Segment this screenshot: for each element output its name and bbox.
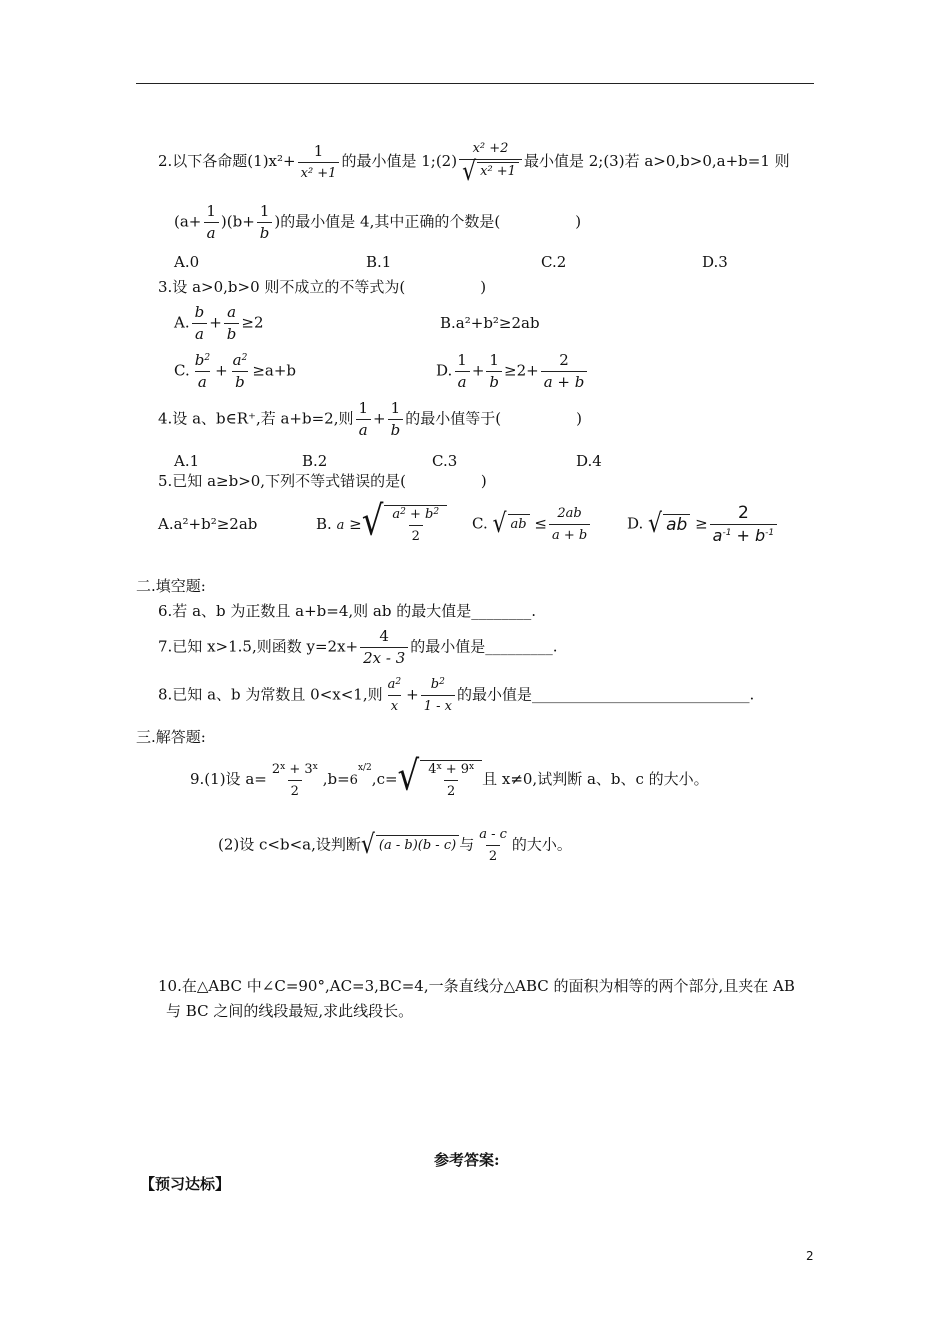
q3-option-b: B.a²+b²≥2ab <box>440 314 540 332</box>
section-answer-title: 三.解答题: <box>136 728 206 746</box>
q10-line2: 与 BC 之间的线段最短,求此线段长。 <box>166 1002 414 1020</box>
q4-option-d: D.4 <box>576 452 602 470</box>
q6: 6.若 a、b 为正数且 a+b=4,则 ab 的最大值是________. <box>158 602 537 620</box>
q10-line1: 10.在△ABC 中∠C=90°,AC=3,BC=4,一条直线分△ABC 的面积为相等的两个部分,且夹在 AB <box>158 977 795 995</box>
q5-option-d: D. √ ab ≥ $\frac{2}{a^{-1} + b^{-1}}$ <box>627 505 779 544</box>
q5-option-c: C. √ ab ≤ $\frac{2ab}{a + b}$ <box>472 505 592 544</box>
q2-line2: (a+ $\frac{1}{a}$ )(b+ $\frac{1}{b}$ )的最小值是 4,其中正确的个数是( ) <box>174 202 582 242</box>
q2-line1: 2.以下各命题(1)x²+ $\frac{1}{\text{x² +1}}$ 的最小值是 1;(2) x² +2 √ x² +1 最小值是 2;(3)若 a>0,b>0,a+b=1 则 <box>158 141 790 188</box>
q3-stem: 3.设 a>0,b>0 则不成立的不等式为( ) <box>158 278 487 296</box>
q2-option-a: A.0 <box>174 253 200 271</box>
q3-option-c: C. $\frac{b^2}{a}$ + $\frac{a^2}{b}$ ≥a+b <box>174 351 297 391</box>
q2-option-d: D.3 <box>702 253 728 271</box>
header-rule <box>136 83 814 84</box>
q4-option-a: A.1 <box>174 452 200 470</box>
q4-stem: 4.设 a、b∈R⁺,若 a+b=2,则 $\frac{1}{a}$ + $\frac{1}{b}$ 的最小值等于( ) <box>158 399 582 439</box>
q2-option-c: C.2 <box>541 253 567 271</box>
answer-section-label: 【预习达标】 <box>140 1175 231 1193</box>
q2-option-b: B.1 <box>366 253 392 271</box>
answer-key-title: 参考答案: <box>434 1151 500 1169</box>
page-number: 2 <box>806 1249 814 1263</box>
q4-option-b: B.2 <box>302 452 328 470</box>
section-fill-in-title: 二.填空题: <box>136 577 206 595</box>
q5-option-a: A.a²+b²≥2ab <box>158 515 258 533</box>
q3-option-a: A. $\frac{b}{a}$ + $\frac{a}{b}$ ≥2 <box>174 303 264 343</box>
q9-part2: (2)设 c<b<a,设判断 √ (a - b)(b - c) 与 $\frac{a - c}{2}$ 的大小。 <box>218 827 572 864</box>
q9-part1: 9.(1)设 a= $\frac{2^x + 3^x}{2}$ $,b=6^{x/2},c=$ √ $\frac{4^x + 9^x}{2}$ 且 x≠0,试判断 a、b、c 的大小。 <box>190 752 709 801</box>
q5-stem: 5.已知 a≥b>0,下列不等式错误的是( ) <box>158 472 487 490</box>
q3-option-d: D. $\frac{1}{a}$ + $\frac{1}{b}$ ≥2+ $\frac{2}{a + b}$ <box>436 352 589 391</box>
q8: 8.已知 a、b 为常数且 0<x<1,则 $\frac{a^2}{x}$ + $\frac{b^2}{1 - x}$ 的最小值是_____________________________. <box>158 677 755 714</box>
q5-option-b: B. a ≥ √ $\frac{a^2 + b^2}{2}$ <box>316 505 447 545</box>
q4-option-c: C.3 <box>432 452 458 470</box>
q7: 7.已知 x>1.5,则函数 y=2x+ $\frac{4}{2x - 3}$ 的最小值是_________. <box>158 627 558 667</box>
